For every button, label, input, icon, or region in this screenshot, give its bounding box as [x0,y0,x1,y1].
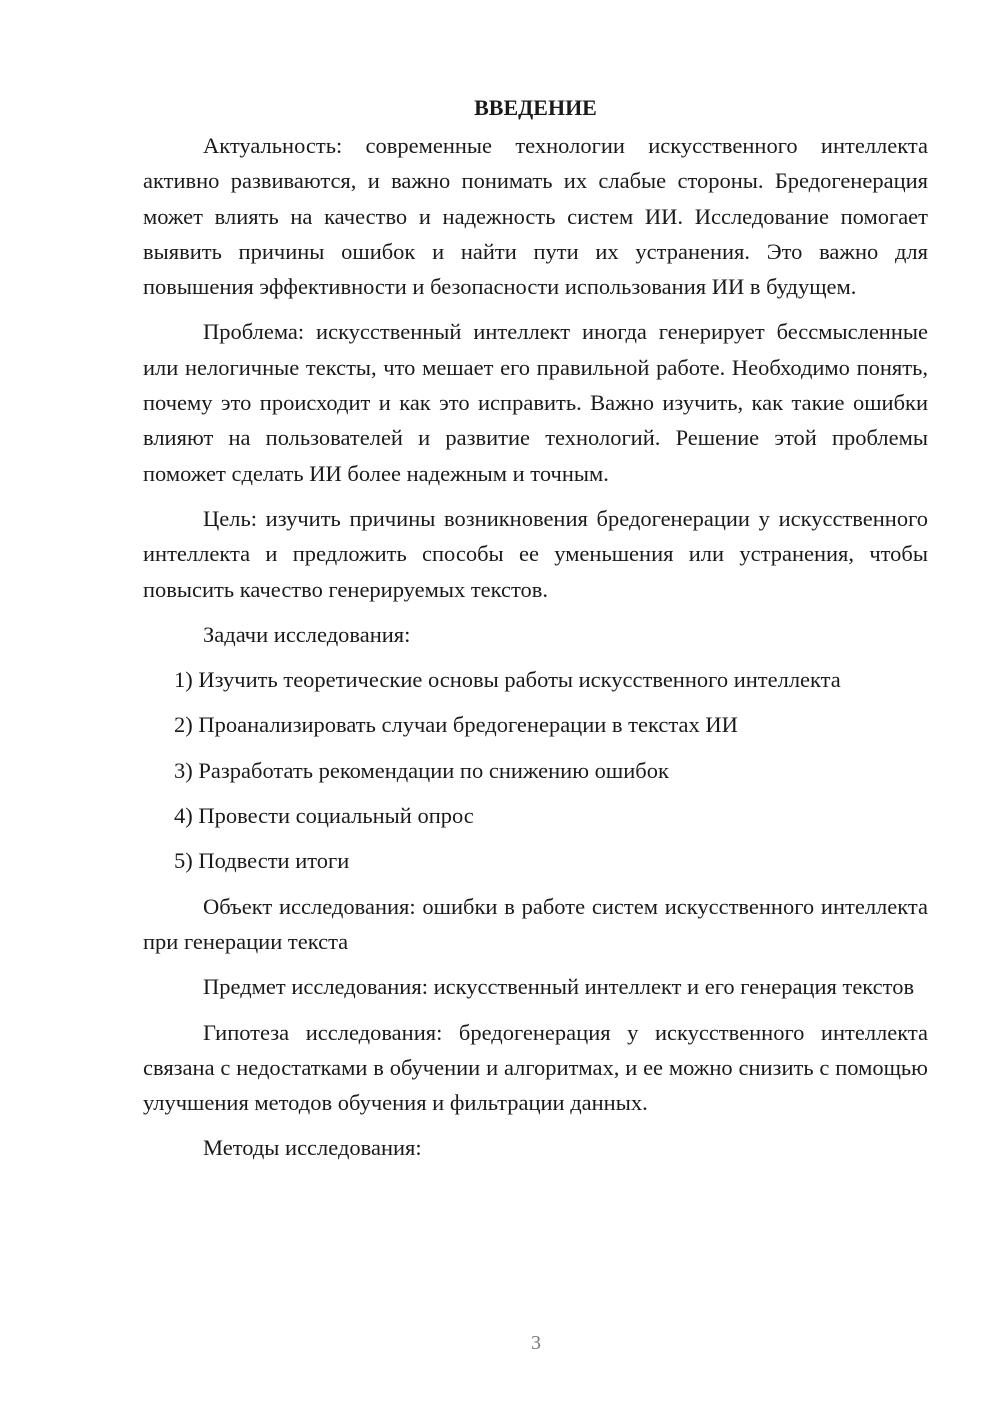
list-item: 1) Изучить теоретические основы работы искусственного интеллекта [174,667,841,693]
list-item: 5) Подвести итоги [174,848,350,874]
tasks-list [143,662,928,878]
list-item: 2) Проанализировать случаи бредогенерации в текстах ИИ [174,712,738,738]
section-heading: ВВЕДЕНИЕ [474,95,597,120]
relevance-paragraph: Актуальность: современные технологии искусственного интеллекта активно развиваются, и важно понимать их слабые стороны. Бредогенерация может влиять на качество и надежность систем ИИ. Исследование помогает выявить причины ошибок и найти пути их устранения. Это важно для повышения эффективности и безопасности использования ИИ в будущем. [143,133,928,300]
list-item: 4) Провести социальный опрос [174,803,474,829]
methods-title: Методы исследования: [203,1135,422,1161]
page-content [143,92,928,1176]
list-item: 3) Разработать рекомендации по снижению ошибок [174,757,669,783]
object-paragraph: Объект исследования: ошибки в работе систем искусственного интеллекта при генерации текста [143,893,928,954]
goal-paragraph: Цель: изучить причины возникновения бредогенерации у искусственного интеллекта и предложить способы ее уменьшения или устранения, чтобы повысить качество генерируемых текстов. [143,505,928,602]
subject-paragraph: Предмет исследования: искусственный интеллект и его генерация текстов [203,974,915,1000]
hypothesis-paragraph: Гипотеза исследования: бредогенерация у искусственного интеллекта связана с недостатками в обучении и алгоритмах, и ее можно снизить с помощью улучшения методов обучения и фильтрации данных. [143,1019,928,1116]
tasks-title: Задачи исследования: [203,621,411,647]
problem-paragraph: Проблема: искусственный интеллект иногда генерирует бессмысленные или нелогичные тексты, что мешает его правильной работе. Необходимо понять, почему это происходит и как это исправить. Важно изучить, как такие ошибки влияют на пользователей и развитие технологий. Решение этой проблемы поможет сделать ИИ более надежным и точным. [143,319,928,486]
page-number: 3 [531,1332,541,1354]
